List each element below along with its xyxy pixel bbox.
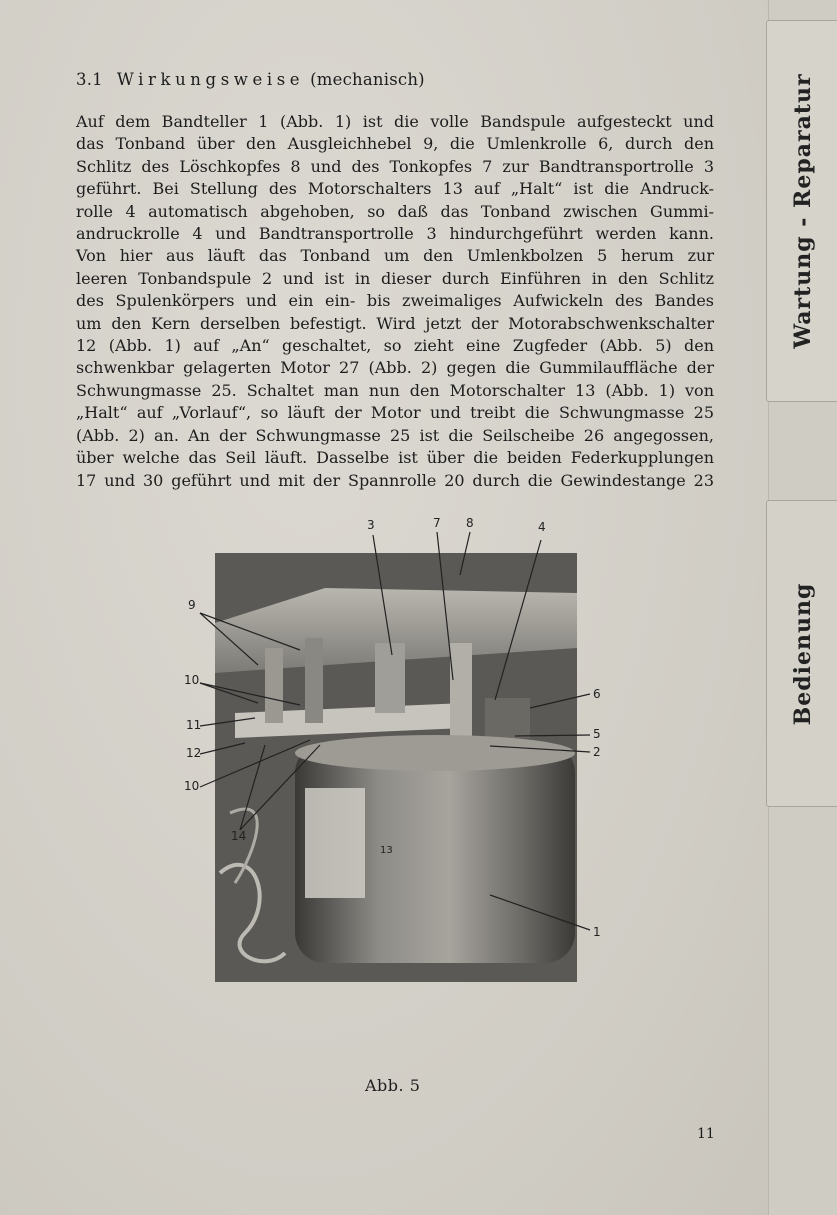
callout-right-6: 6 (593, 687, 601, 701)
body-line: schwenkbar gelagerten Motor 27 (Abb. 2) gegen die Gummilauffläche der (76, 358, 714, 378)
body-line: Schwungmasse 25. Schaltet man nun den Motorschalter 13 (Abb. 1) von (76, 380, 714, 400)
body-line: Von hier aus läuft das Tonband um den Umlenkbolzen 5 herum zur (76, 246, 714, 266)
body-line: „Halt“ auf „Vorlauf“, so läuft der Motor und treibt die Schwungmasse 25 (76, 403, 714, 423)
body-line: leeren Tonbandspule 2 und ist in dieser durch Einführen in den Schlitz (76, 268, 714, 288)
body-line: des Spulenkörpers und ein ein- bis zweimaliges Aufwickeln des Bandes (76, 291, 714, 311)
callout-top-7: 7 (433, 516, 441, 530)
body-line: um den Kern derselben befestigt. Wird jetzt der Motorabschwenkschalter (76, 313, 714, 333)
tab-label: Bedienung (789, 582, 816, 725)
page-number: 11 (697, 1126, 715, 1142)
figure-caption: Abb. 5 (365, 1076, 421, 1095)
body-line: geführt. Bei Stellung des Motorschalters 13 auf „Halt“ ist die Andruck- (76, 179, 714, 199)
section-number: 3.1 (76, 70, 103, 89)
callout-left-12: 12 (186, 746, 202, 760)
tab-label: Wartung - Reparatur (789, 73, 816, 349)
callout-left-10: 10 (184, 673, 200, 687)
body-line: (Abb. 2) an. An der Schwungmasse 25 ist die Seilscheibe 26 angegossen, (76, 425, 714, 445)
body-line: 12 (Abb. 1) auf „An“ geschaltet, so zieht eine Zugfeder (Abb. 5) den (76, 336, 714, 356)
callout-left-9: 9 (188, 598, 196, 612)
body-line: rolle 4 automatisch abgehoben, so daß das Tonband zwischen Gummi- (76, 201, 714, 221)
section-title-spaced: Wirkungsweise (116, 70, 305, 89)
callout-top-4: 4 (538, 520, 546, 534)
callout-right-2: 2 (593, 745, 601, 759)
callout-right-5: 5 (593, 727, 601, 741)
body-line: Auf dem Bandteller 1 (Abb. 1) ist die volle Bandspule aufgesteckt und (76, 112, 714, 131)
photo-label: 13 (380, 845, 393, 856)
body-line: andruckrolle 4 und Bandtransportrolle 3 hindurchgeführt werden kann. (76, 224, 714, 244)
body-line: Schlitz des Löschkopfes 8 und des Tonkopfes 7 zur Bandtransportrolle 3 (76, 156, 714, 176)
body-line: über welche das Seil läuft. Dasselbe ist über die beiden Federkupplungen (76, 448, 714, 468)
callout-left-10b: 10 (184, 779, 200, 793)
section-title-rest: (mechanisch) (310, 70, 425, 89)
body-line: 17 und 30 geführt und mit der Spannrolle 20 durch die Gewindestange 23 (76, 470, 714, 490)
callout-right-1: 1 (593, 925, 601, 939)
callout-left-14: 14 (231, 829, 247, 843)
callout-top-8: 8 (466, 516, 474, 530)
body-line: das Tonband über den Ausgleichhebel 9, die Umlenkrolle 6, durch den (76, 134, 714, 154)
callout-left-11: 11 (186, 718, 202, 732)
callout-top-3: 3 (367, 518, 375, 532)
